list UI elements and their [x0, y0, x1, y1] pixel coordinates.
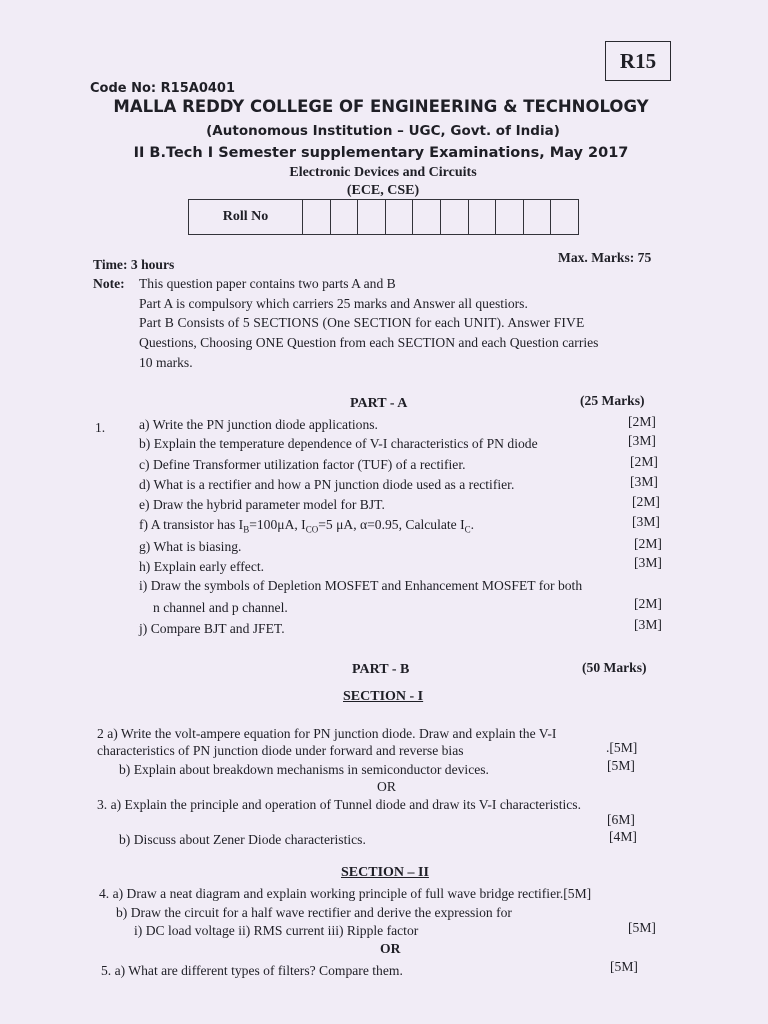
- roll-number-box: [188, 199, 579, 235]
- roll-label: Roll No: [189, 200, 303, 234]
- item-marks: [3M]: [628, 433, 656, 448]
- question-text: b) Discuss about Zener Diode characteristics.: [119, 832, 366, 847]
- institution-subtitle: (Autonomous Institution – UGC, Govt. of India): [206, 123, 560, 139]
- question-item: a) Write the PN junction diode applications.: [139, 417, 378, 432]
- exam-time: Time: 3 hours: [93, 257, 175, 272]
- roll-cell: [551, 200, 578, 234]
- question-item: n channel and p channel.: [153, 600, 288, 615]
- question-text: i) DC load voltage ii) RMS current iii) Ripple factor: [134, 923, 419, 938]
- note-line: Part B Consists of 5 SECTIONS (One SECTION for each UNIT). Answer FIVE: [139, 315, 585, 330]
- item-marks: [3M]: [634, 617, 662, 632]
- question-item: h) Explain early effect.: [139, 559, 265, 574]
- part-a-marks: (25 Marks): [580, 393, 645, 408]
- item-marks: [2M]: [634, 536, 662, 551]
- item-marks: [2M]: [634, 596, 662, 611]
- college-name: MALLA REDDY COLLEGE OF ENGINEERING & TECHNOLOGY: [113, 97, 649, 116]
- question-text: 2 a) Write the volt-ampere equation for PN junction diode. Draw and explain the V-I: [97, 726, 557, 741]
- roll-cell: [413, 200, 441, 234]
- note-label: Note:: [93, 276, 125, 291]
- question-marks: [6M]: [607, 812, 635, 827]
- regulation-box: R15: [605, 41, 671, 81]
- question-text: b) Draw the circuit for a half wave rectifier and derive the expression for: [116, 905, 512, 920]
- question-marks: [5M]: [607, 758, 635, 773]
- item-marks: [2M]: [632, 494, 660, 509]
- item-marks: [3M]: [632, 514, 660, 529]
- code-number: Code No: R15A0401: [90, 81, 235, 96]
- question-text: 4. a) Draw a neat diagram and explain working principle of full wave bridge rectifier.[5M]: [99, 886, 592, 901]
- roll-cell: [496, 200, 524, 234]
- roll-cell: [441, 200, 469, 234]
- item-marks: [2M]: [630, 454, 658, 469]
- roll-cell: [303, 200, 331, 234]
- part-b-title: PART - B: [352, 662, 410, 677]
- question-item: e) Draw the hybrid parameter model for BJT.: [139, 497, 385, 512]
- roll-cell: [469, 200, 497, 234]
- section-2-heading: SECTION – II: [341, 865, 429, 880]
- subject-title: Electronic Devices and Circuits: [289, 165, 477, 180]
- question-text: characteristics of PN junction diode under forward and reverse bias: [97, 743, 464, 758]
- question-marks: [4M]: [609, 829, 637, 844]
- question-item-transistor: f) A transistor has $I_B=100\mu A$, $I_{CO}=5$ μA, α=0.95, Calculate $I_C$.: [139, 517, 475, 535]
- question-item: j) Compare BJT and JFET.: [139, 621, 285, 636]
- branches: (ECE, CSE): [346, 183, 420, 198]
- part-a-title: PART - A: [350, 396, 408, 411]
- question-marks: [5M]: [628, 920, 656, 935]
- item-marks: [3M]: [630, 474, 658, 489]
- or-separator: OR: [377, 779, 396, 794]
- question-marks: [5M]: [610, 959, 638, 974]
- section-1-heading: SECTION - I: [343, 689, 424, 704]
- note-line: This question paper contains two parts A and B: [139, 276, 396, 291]
- question-item: d) What is a rectifier and how a PN junction diode used as a rectifier.: [139, 477, 515, 492]
- item-marks: [3M]: [634, 555, 662, 570]
- roll-cell: [358, 200, 386, 234]
- question-item: b) Explain the temperature dependence of V-I characteristics of PN diode: [139, 436, 538, 451]
- question-item: g) What is biasing.: [139, 539, 242, 554]
- exam-title: II B.Tech I Semester supplementary Examinations, May 2017: [133, 145, 629, 161]
- question-marks: .[5M]: [606, 740, 638, 755]
- roll-cell: [524, 200, 552, 234]
- part-b-marks: (50 Marks): [582, 660, 647, 675]
- max-marks: Max. Marks: 75: [558, 250, 652, 265]
- question-text: b) Explain about breakdown mechanisms in semiconductor devices.: [119, 762, 489, 777]
- roll-cell: [386, 200, 414, 234]
- question-text: 3. a) Explain the principle and operation of Tunnel diode and draw its V-I characteristics.: [97, 797, 581, 812]
- note-line: Part A is compulsory which carriers 25 marks and Answer all questiors.: [139, 296, 528, 311]
- question-item: i) Draw the symbols of Depletion MOSFET and Enhancement MOSFET for both: [139, 578, 583, 593]
- note-line: Questions, Choosing ONE Question from each SECTION and each Question carries: [139, 335, 599, 350]
- note-line: 10 marks.: [139, 355, 193, 370]
- question-number: 1.: [95, 420, 106, 435]
- roll-cell: [331, 200, 359, 234]
- question-item: c) Define Transformer utilization factor (TUF) of a rectifier.: [139, 457, 466, 472]
- item-marks: [2M]: [628, 414, 656, 429]
- or-separator: OR: [380, 941, 401, 956]
- question-text: 5. a) What are different types of filters? Compare them.: [101, 963, 403, 978]
